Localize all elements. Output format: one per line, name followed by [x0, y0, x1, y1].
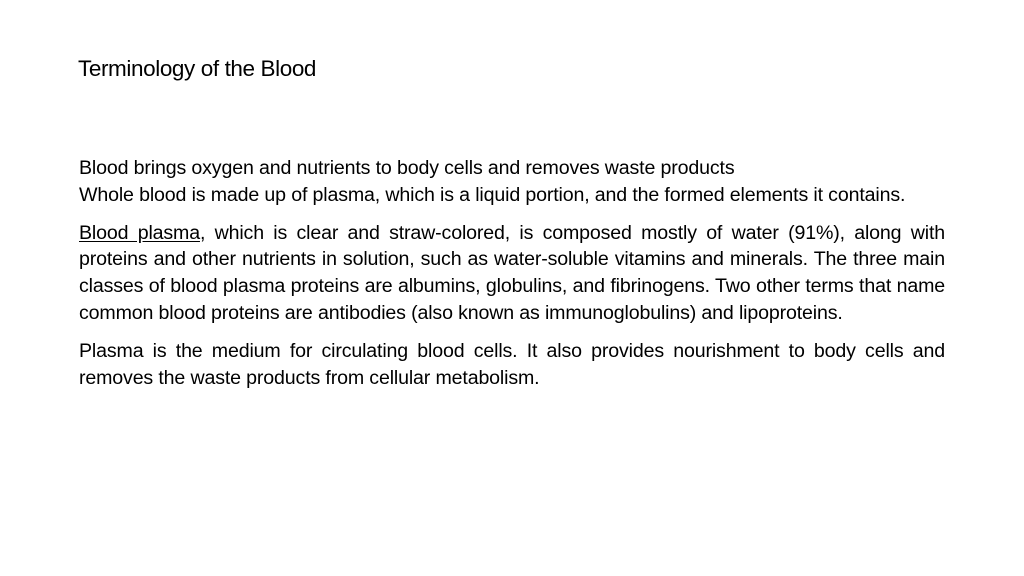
paragraph-text: , which is clear and straw-colored, is composed mostly of water (91%), along with proteins and other nutrients in solution, such as water-soluble vitamins and minerals. The three main classes of blood plasma proteins are albumins, globulins, and fibrinogens. Two other terms that name common blood proteins are antibodies (also known as immunoglobulins) and lipoproteins.	[79, 221, 945, 324]
paragraph-line: Blood brings oxygen and nutrients to body cells and removes waste products	[79, 157, 735, 179]
slide-title: Terminology of the Blood	[78, 56, 317, 81]
paragraph-blood-plasma	[79, 220, 945, 327]
slide-body	[79, 155, 945, 402]
paragraph-text: Plasma is the medium for circulating blood cells. It also provides nourishment to body cells and removes the waste products from cellular metabolism.	[79, 339, 945, 389]
paragraph-plasma-function	[79, 338, 945, 392]
paragraph-blood-overview	[79, 155, 945, 209]
term-blood-plasma: Blood plasma	[79, 221, 200, 244]
paragraph-line: Whole blood is made up of plasma, which is a liquid portion, and the formed elements it contains.	[79, 183, 906, 206]
